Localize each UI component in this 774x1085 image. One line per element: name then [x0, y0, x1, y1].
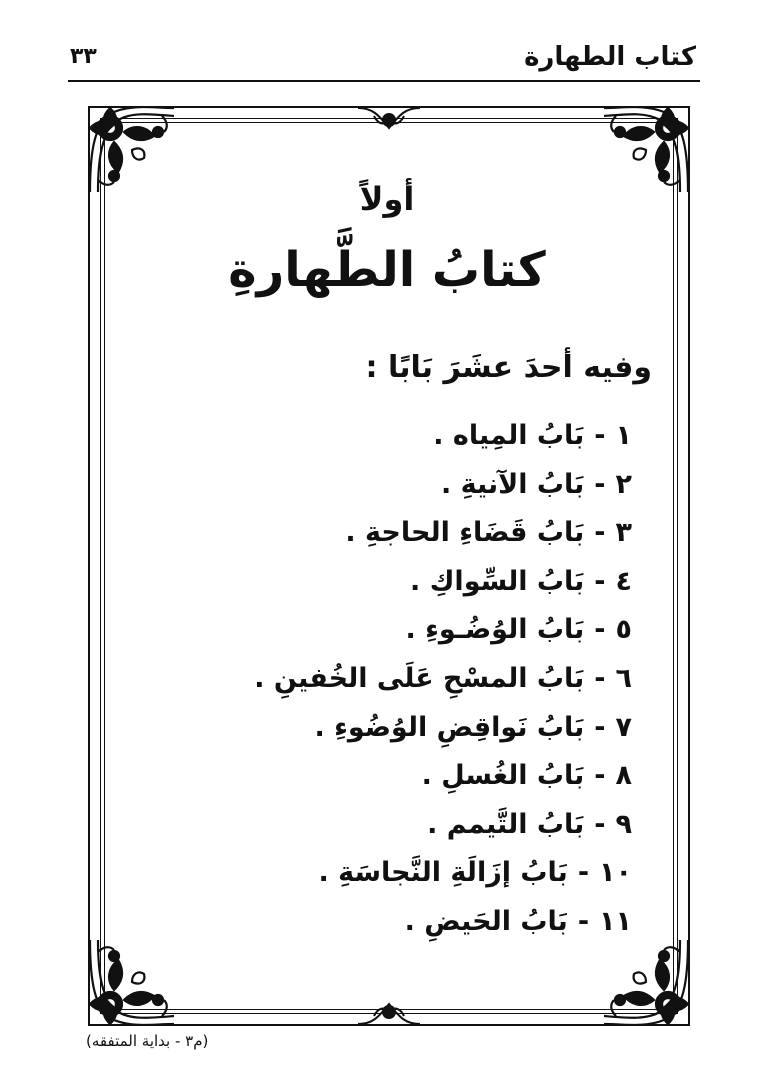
footer-note: (م٣ - بداية المتفقه) [86, 1032, 209, 1050]
page-number: ٣٣ [70, 44, 97, 69]
chapter-title: بَابُ نَواقِضِ الوُضُوءِ . [314, 711, 585, 743]
arabesque-corner-icon [598, 934, 694, 1030]
chapter-title: بَابُ المسْحِ عَلَى الخُفينِ . [254, 662, 585, 694]
chapter-title: بَابُ قَضَاءِ الحاجةِ . [345, 517, 585, 549]
list-item: ٥-بَابُ الوُضُـوءِ . [172, 606, 632, 655]
list-item: ٩-بَابُ التَّيمم . [172, 801, 632, 850]
chapter-title: بَابُ الآنيةِ . [440, 468, 585, 500]
list-item: ٧-بَابُ نَواقِضِ الوُضُوءِ . [172, 704, 632, 753]
chapter-number: ١ [615, 420, 632, 451]
frame-center-ornament-icon [354, 100, 424, 140]
chapter-number: ٨ [615, 760, 632, 792]
chapter-number: ٩ [615, 808, 632, 840]
list-item: ٦-بَابُ المسْحِ عَلَى الخُفينِ . [172, 655, 632, 704]
chapter-number: ١٠ [599, 857, 632, 889]
section-label: أولاً [359, 180, 415, 218]
list-item: ٣-بَابُ قَضَاءِ الحاجةِ . [172, 509, 632, 558]
list-item: ٨-بَابُ الغُسلِ . [172, 752, 632, 801]
list-item: ١٠-بَابُ إزَالَةِ النَّجاسَةِ . [172, 849, 632, 898]
arabesque-corner-icon [84, 934, 180, 1030]
list-item: ٤-بَابُ السِّواكِ . [172, 558, 632, 607]
chapter-number: ٦ [615, 662, 632, 694]
running-title: كتاب الطهارة [524, 42, 696, 72]
frame-center-ornament-icon [354, 992, 424, 1032]
chapter-number: ٣ [615, 517, 632, 549]
list-item: ٢-بَابُ الآنيةِ . [172, 461, 632, 510]
chapter-title: بَابُ السِّواكِ . [410, 565, 585, 597]
chapter-title: بَابُ إزَالَةِ النَّجاسَةِ . [318, 857, 568, 889]
list-item: ١١-بَابُ الحَيضِ . [172, 898, 632, 947]
chapter-number: ٥ [615, 614, 632, 646]
chapter-number: ٢ [615, 468, 632, 500]
intro-line: وفيه أحدَ عشَرَ بَابًا : [365, 350, 652, 385]
chapter-number: ٤ [615, 565, 632, 597]
chapter-title: بَابُ التَّيمم . [427, 808, 585, 840]
chapter-list [172, 412, 632, 947]
chapter-number: ١١ [599, 905, 632, 937]
chapter-title: بَابُ الوُضُـوءِ . [405, 614, 585, 646]
list-item: ١-بَابُ المِياه . [172, 412, 632, 461]
chapter-number: ٧ [615, 711, 632, 743]
chapter-title: بَابُ المِياه . [433, 420, 585, 451]
chapter-title: بَابُ الحَيضِ . [404, 905, 568, 937]
header-rule [68, 80, 700, 82]
book-title: كتابُ الطَّهارةِ [228, 242, 546, 298]
chapter-title: بَابُ الغُسلِ . [421, 760, 585, 792]
